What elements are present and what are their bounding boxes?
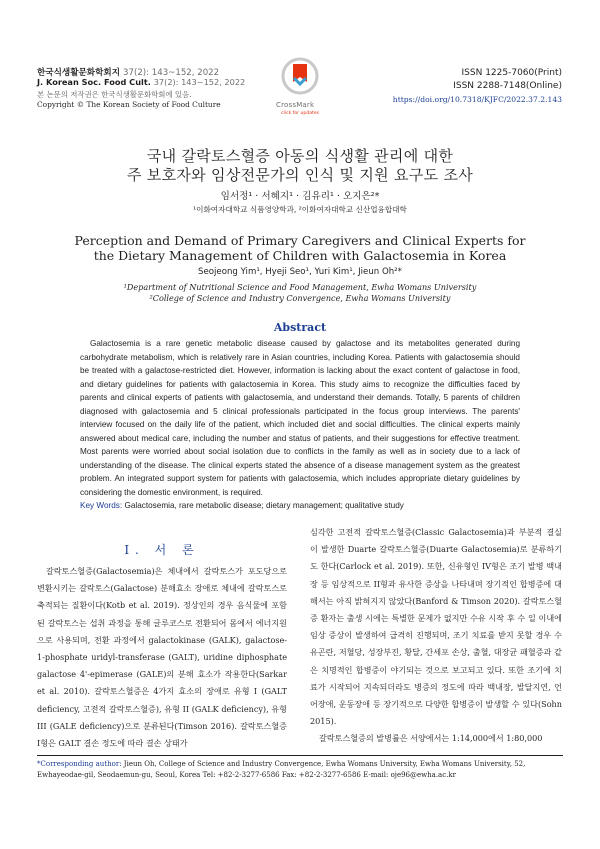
doi-link[interactable]: https://doi.org/10.7318/KJFC/2022.37.2.143 (392, 95, 562, 104)
keywords-text: Galactosemia, rare metabolic disease; dietary management; qualitative study (124, 501, 404, 510)
authors-en: Seojeong Yim¹, Hyeji Seo¹, Yuri Kim¹, Jieun Oh²* (198, 267, 402, 277)
copyright-ko: 본 논문의 저작권은 한국식생활문화학회에 있음. (37, 90, 192, 99)
affiliations-ko: ¹이화여자대학교 식품영양학과, ²이화여자대학교 신산업융합대학 (193, 205, 407, 214)
section-heading-introduction: Ⅰ. 서 론 (124, 543, 200, 557)
journal-name-en: J. Korean Soc. Food Cult. (37, 77, 151, 87)
crossmark-label[interactable]: CrossMark (276, 101, 315, 109)
title-en-line1: Perception and Demand of Primary Caregivers and Clinical Experts for (74, 233, 526, 248)
corresponding-author-label: *Corresponding author: (37, 760, 122, 768)
issn-print: ISSN 1225-7060(Print) (461, 68, 562, 78)
crossmark-sublabel[interactable]: click for updates (281, 111, 320, 116)
issn-online: ISSN 2288-7148(Online) (453, 81, 562, 91)
journal-name-ko: 한국식생활문화학회지 (37, 68, 121, 78)
affiliation-en-1: ¹Department of Nutritional Science and Food Management, Ewha Womans University (123, 282, 477, 292)
footnote-divider (37, 755, 563, 756)
title-ko-line1: 국내 갈락토스혈증 아동의 식생활 관리에 대한 (146, 147, 454, 165)
corresponding-author-text: Jieun Oh, College of Science and Industry Convergence, Ewha Womans University, Ewha Womans University, 52, Ewhayeodae-gil, Seodaemun-gu, Seoul, Korea Tel: +82-2-3277-6586 Fax: +82-2-3277-6586 E-mail: oje96@ewha.ac.kr (37, 760, 526, 779)
body-right-paragraph-1: 심각한 고전적 갈락토스혈증(Classic Galactosemia)과 부분적 결실이 발생한 Duarte 갈락토스혈증(Duarte Galactosemia)로 분류하기도 한다(Carlock et al. 2019). 또한, 신유형인 IV형은 조기 발병 백내장 등 임상적으로 II형과 유사한 증상을 나타내며 장기적인 합병증에 대해서는 아직 밝혀지지 않았다(Banford & Timson 2020). 갈락토스혈증 환자는 출생 시에는 특별한 문제가 없지만 수유 시작 후 수 일 이내에 임상 증상이 발생하여 급격히 진행되며, 조기 치료를 받지 못할 경우 수유곤란, 저혈당, 성장부진, 황달, 간세포 손상, 출혈, 대장균 패혈증과 같은 치명적인 합병증이 야기되는 것으로 보고되고 있다. 또한 조기에 치료가 시작되어 지속되더라도 병증의 정도에 따라 백내장, 발달지연, 언어장애, 운동장애 등 장기적으로 다양한 합병증이 발생할 수 있다(Sohn 2015). (310, 527, 562, 727)
body-right-column (310, 524, 562, 748)
copyright-en: Copyright © The Korean Society of Food Culture (37, 100, 221, 109)
journal-title-en (37, 77, 245, 87)
body-left-column: 갈락토스혈증(Galactosemia)은 체내에서 갈락토스가 포도당으로 변환시키는 갈락토스(Galactose) 분해효소 장애로 체내에 갈락토스로 축적되는 질환이다(Kotb et al. 2019). 정상인의 경우 음식물에 포함된 갈락토스는 섭취 과정을 통해 글루코스로 전환되어 몸에서 에너지원으로 사용되며, 전환 과정에서 galactokinase (GALK), galactose-1-phosphate uridyl-transferase (GALT), uridine diphosphate galactose 4'-epimerase (GALE)의 분해 효소가 작용한다(Sarkar et al. 2010). 갈락토스혈증은 4가지 효소의 장애로 유형 I (GALT deficiency, 고전적 갈락토스혈증), 유형 II (GALK deficiency), 유형 III (GALE deficiency)으로 분류된다(Timson 2016). 갈락토스혈증 I형은 GALT 결손 정도에 따라 결손 상태가 (37, 566, 287, 749)
authors-ko: 임서정¹ · 서혜지¹ · 김유리¹ · 오지은²* (220, 191, 380, 202)
body-right-paragraph-2: 갈락토스혈증의 발병률은 서양에서는 1:14,000에서 1:80,000 (319, 733, 543, 744)
abstract-body: Galactosemia is a rare genetic metabolic disease caused by galactose and its metabolites generated during carbohydrate metabolism, which is relatively rare in Asian countries, including Korea. Patients with galactosemia should be treated with a galactose-restricted diet. However, information is lacking about the exact content of galactose in food, and dietary guidelines for patients with galactosemia in Korea. This study aims to recognize the difficulties faced by parents and clinical experts of patients with galactosemia, and understand their demands. Totally, 5 parents of children diagnosed with galactosemia and 5 clinical professionals participated in the focus group interviews. The parents' interview focused on the daily life of the patient, which included diet and social difficulties. The clinical experts mainly answered about medical care, including the number and status of patients, and their suggestions for effective treatment. Most parents were worried about social isolation due to conflicts in the family as well as in society due to a lack of understanding of the disease. The clinical experts stated the absence of a disease management system as the greatest problem. An integrated support system for patients with galactosemia, which includes appropriate dietary guidelines by considering the domestic environment, is required. (80, 339, 520, 497)
journal-volume-en: 37(2): 143~152, 2022 (153, 77, 246, 87)
title-ko-line2: 주 보호자와 임상전문가의 인식 및 지원 요구도 조사 (126, 166, 474, 184)
affiliation-en-2: ²College of Science and Industry Convergence, Ewha Womans University (149, 293, 451, 303)
keywords (80, 501, 404, 510)
corresponding-author-note (37, 759, 563, 781)
keywords-label: Key Words: (80, 501, 123, 510)
journal-volume-ko: 37(2): 143~152, 2022 (123, 68, 220, 78)
abstract-heading: Abstract (273, 321, 327, 334)
title-en-line2: the Dietary Management of Children with Galactosemia in Korea (93, 248, 507, 263)
